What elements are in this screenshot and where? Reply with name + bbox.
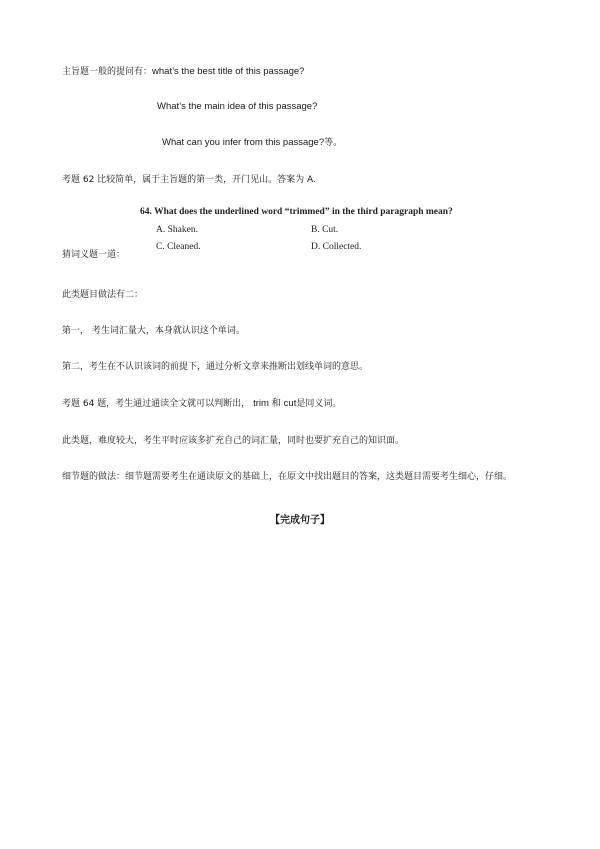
method-one-line: 第一， 考生词汇量大，本身就认识这个单词。 bbox=[62, 326, 245, 336]
question-64-image bbox=[140, 203, 453, 259]
question-infer-text: What can you infer from this passage? bbox=[162, 137, 325, 148]
method-two-line: 第二，考生在不认识该词的前提下，通过分析文章来推断出划线单词的意思。 bbox=[62, 362, 369, 372]
exam-64-prefix: 考题 64 题，考生通过通读全文就可以判断出， bbox=[62, 399, 251, 409]
exam-64-line bbox=[62, 398, 341, 410]
main-idea-intro-text: 主旨题一般的提问有： bbox=[62, 67, 153, 77]
methods-intro-line: 此类题目做法有二： bbox=[62, 290, 144, 300]
question-title-text: what’s the best title of this passage? bbox=[152, 66, 305, 77]
exam-64-suffix: 是同义词。 bbox=[296, 399, 342, 409]
question-64-option-b: B. Cut. bbox=[311, 225, 339, 235]
main-idea-intro-line bbox=[62, 66, 304, 78]
question-64-option-d: D. Collected. bbox=[311, 242, 362, 252]
question-main-idea-line: What’s the main idea of this passage? bbox=[157, 101, 318, 112]
detail-note-line: 细节题的做法：细节题需要考生在通读原文的基础上，在原文中找出题目的答案，这类题目需要考生细心，仔细。 bbox=[62, 472, 513, 482]
question-infer-line bbox=[162, 137, 342, 149]
difficulty-note-line: 此类题，难度较大，考生平时应该多扩充自己的词汇量，同时也要扩充自己的知识面。 bbox=[62, 436, 405, 446]
question-64-stem: 64. What does the underlined word “trimmed” in the third paragraph mean? bbox=[140, 207, 453, 217]
question-64-option-a: A. Shaken. bbox=[156, 225, 198, 235]
section-heading: 【完成句子】 bbox=[270, 515, 330, 526]
guess-word-intro-line: 猜词义题一道： bbox=[62, 250, 126, 260]
exam-62-line: 考题 62 比较简单，属于主旨题的第一类，开门见山。答案为 A. bbox=[62, 175, 316, 185]
question-infer-suffix: 等。 bbox=[324, 138, 343, 148]
question-64-option-c: C. Cleaned. bbox=[156, 242, 201, 252]
exam-64-words: trim 和 cut bbox=[253, 398, 297, 409]
